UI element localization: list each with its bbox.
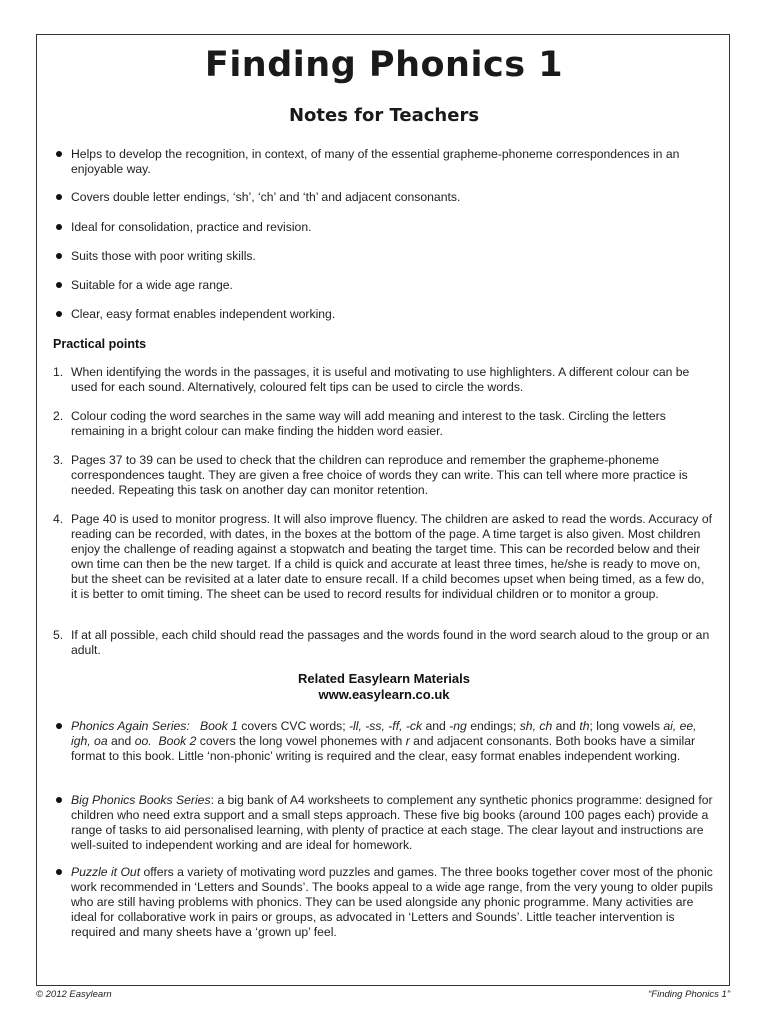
bullet-icon bbox=[56, 194, 62, 200]
intro-bullet: Suitable for a wide age range. bbox=[54, 278, 714, 293]
intro-bullet: Covers double letter endings, ‘sh’, ‘ch’ and ‘th’ and adjacent consonants. bbox=[54, 190, 714, 205]
bullet-icon bbox=[56, 797, 62, 803]
footer-title: “Finding Phonics 1” bbox=[648, 989, 730, 1000]
related-item-puzzle-it-out: Puzzle it Out offers a variety of motivating word puzzles and games. The three books together cover most of the phonic work recommended in ‘Letters and Sounds’. The books appeal to a wide age range, from the very young to older pupils who are still having problems with phonics. They can be used alongside any phonic programme. Many activities are ideal for collaborative work in pairs or groups, as advocated in ‘Letters and Sounds’. Little teacher intervention is required and many sheets have a ‘grown up’ feel. bbox=[54, 865, 714, 940]
intro-bullet: Clear, easy format enables independent working. bbox=[54, 307, 714, 322]
bullet-icon bbox=[56, 311, 62, 317]
practical-points-heading: Practical points bbox=[53, 337, 147, 351]
document-title: Finding Phonics 1 bbox=[204, 45, 564, 85]
bullet-icon bbox=[56, 224, 62, 230]
point-number: 2. bbox=[53, 409, 64, 423]
practical-point: 2. Colour coding the word searches in the same way will add meaning and interest to the task. Circling the letters remaining in a bright colour can make finding the hidden word easier. bbox=[53, 409, 666, 438]
related-item-big-phonics: Big Phonics Books Series: a big bank of A4 worksheets to complement any synthetic phonics programme: designed for children who need extra support and a small steps approach. These five big books (around 100 pages each) provide a range of tasks to aid personalised learning, with plenty of practice at each stage. The clear layout and instructions are well-suited to independent working and are ideal for homework. bbox=[54, 793, 714, 853]
practical-point: 1. When identifying the words in the passages, it is useful and motivating to use highlighters. A different colour can be used for each sound. Alternatively, coloured felt tips can be used to circle the words. bbox=[53, 365, 690, 394]
bullet-icon bbox=[56, 282, 62, 288]
point-number: 5. bbox=[53, 628, 64, 642]
bullet-icon bbox=[56, 723, 62, 729]
bullet-icon bbox=[56, 151, 62, 157]
practical-point: 3. Pages 37 to 39 can be used to check that the children can reproduce and remember the grapheme-phoneme correspondences taught. They are given a free choice of words they can write. This can tell where more practice is needed. Repeating this task on another day can monitor retention. bbox=[53, 453, 688, 497]
footer-copyright: © 2012 Easylearn bbox=[36, 989, 112, 1000]
intro-bullet: Helps to develop the recognition, in context, of many of the essential grapheme-phoneme correspondences in an enjoyable way. bbox=[54, 147, 714, 177]
point-number: 1. bbox=[53, 365, 64, 379]
bullet-icon bbox=[56, 253, 62, 259]
bullet-icon bbox=[56, 869, 62, 875]
intro-bullet: Ideal for consolidation, practice and revision. bbox=[54, 220, 714, 235]
practical-point: 4. Page 40 is used to monitor progress. It will also improve fluency. The children are asked to read the words. Accuracy of reading can be recorded, with dates, in the boxes at the bottom of the page. A time target is also given. Most children enjoy the challenge of reading against a stopwatch and beating the target time. This can be recorded below and their own time can then be the new target. If a child is quick and accurate at least three times, he/she is ready to move on, but the sheet can be revisited at a later date to ensure recall. If a child becomes upset when being timed, as a few do, it is better to omit timing. The sheet can be used to record results for individual children or to monitor a group. bbox=[53, 512, 713, 601]
point-number: 4. bbox=[53, 512, 64, 526]
practical-point: 5. If at all possible, each child should read the passages and the words found in the word search aloud to the group or an adult. bbox=[53, 628, 710, 657]
related-materials-heading: Related Easylearn Materials www.easylearn.co.uk bbox=[0, 671, 768, 703]
related-item-phonics-again: Phonics Again Series: Book 1 covers CVC words; -ll, -ss, -ff, -ck and -ng endings; sh, ch and th; long vowels ai, ee, igh, oa and oo. Book 2 covers the long vowel phonemes with r and adjacent consonants. Both books have a similar format to this book. Little ‘non-phonic’ writing is required and the clear, easy format enables independent working. bbox=[54, 719, 714, 764]
point-number: 3. bbox=[53, 453, 64, 467]
website-link[interactable]: www.easylearn.co.uk bbox=[318, 687, 450, 702]
document-subtitle: Notes for Teachers bbox=[288, 105, 480, 126]
intro-bullet: Suits those with poor writing skills. bbox=[54, 249, 714, 264]
